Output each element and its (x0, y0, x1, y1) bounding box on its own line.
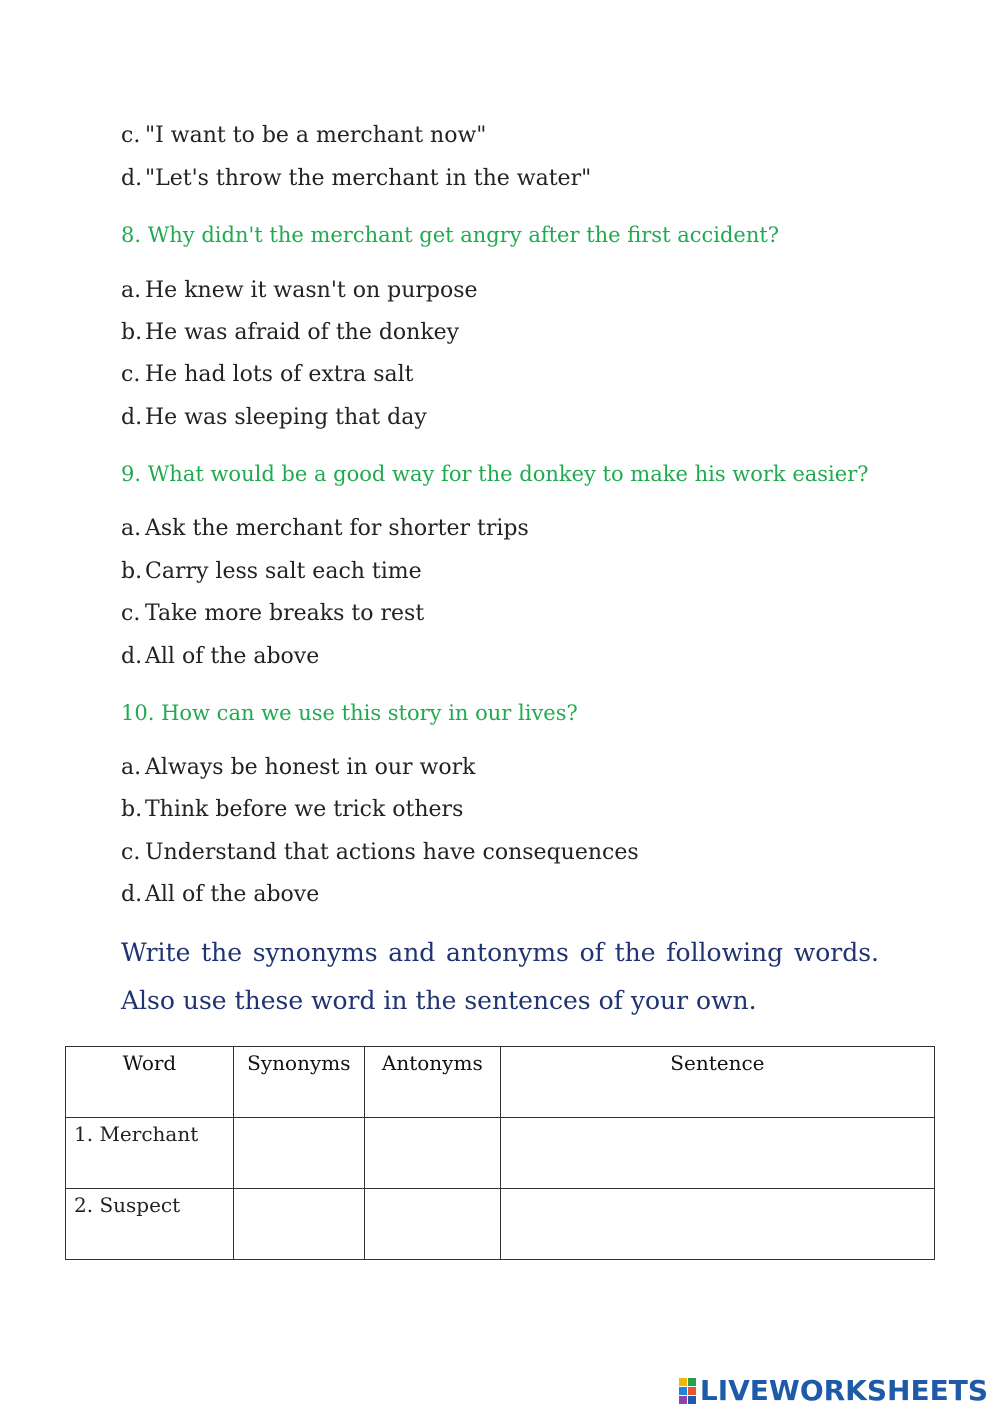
table-row (66, 1118, 935, 1189)
option-text: All of the above (145, 644, 320, 669)
q8-option-b (121, 319, 459, 347)
q9-option-a (121, 515, 529, 543)
logo-mark-icon (679, 1378, 696, 1404)
q9-option-c (121, 600, 424, 628)
option-letter: d. (121, 166, 143, 191)
instruction-line-2: Also use these word in the sentences of your own. (121, 986, 757, 1015)
option-letter: d. (121, 882, 143, 907)
synonyms-cell[interactable] (233, 1118, 364, 1189)
header-word: Word (66, 1047, 234, 1118)
header-antonyms: Antonyms (364, 1047, 500, 1118)
option-letter: b. (121, 797, 143, 822)
option-text: Take more breaks to rest (145, 601, 425, 626)
q10-option-b (121, 796, 463, 824)
option-letter: b. (121, 320, 143, 345)
table-header-row (66, 1047, 935, 1118)
vocabulary-table (65, 1046, 935, 1260)
q7-option-c (121, 122, 486, 150)
word-cell: 2. Suspect (66, 1189, 234, 1260)
option-letter: a. (121, 278, 142, 303)
option-text: He was afraid of the donkey (145, 320, 460, 345)
liveworksheets-logo (679, 1374, 988, 1407)
option-text: "Let's throw the merchant in the water" (145, 166, 592, 191)
question-8: 8. Why didn't the merchant get angry after the first accident? (121, 223, 780, 247)
option-letter: c. (121, 123, 141, 148)
option-letter: c. (121, 840, 141, 865)
option-letter: c. (121, 601, 141, 626)
q8-option-c (121, 361, 414, 389)
antonyms-cell[interactable] (364, 1118, 500, 1189)
option-letter: a. (121, 755, 142, 780)
option-text: He knew it wasn't on purpose (145, 278, 478, 303)
sentence-cell[interactable] (500, 1189, 934, 1260)
question-10: 10. How can we use this story in our lives? (121, 701, 578, 725)
q10-option-c (121, 839, 639, 867)
option-letter: d. (121, 405, 143, 430)
option-letter: a. (121, 516, 142, 541)
q10-option-a (121, 754, 475, 782)
option-letter: d. (121, 644, 143, 669)
table-row (66, 1189, 935, 1260)
header-synonyms: Synonyms (233, 1047, 364, 1118)
logo-text: LIVEWORKSHEETS (699, 1374, 988, 1407)
synonyms-cell[interactable] (233, 1189, 364, 1260)
q8-option-d (121, 404, 427, 432)
instruction-line-1: Write the synonyms and antonyms of the following words. (121, 938, 879, 967)
antonyms-cell[interactable] (364, 1189, 500, 1260)
option-letter: c. (121, 362, 141, 387)
option-text: Always be honest in our work (145, 755, 476, 780)
option-text: All of the above (145, 882, 320, 907)
option-text: Understand that actions have consequences (145, 840, 639, 865)
q9-option-b (121, 558, 422, 586)
option-text: He had lots of extra salt (145, 362, 414, 387)
option-text: Think before we trick others (145, 797, 464, 822)
option-text: "I want to be a merchant now" (145, 123, 487, 148)
option-letter: b. (121, 559, 143, 584)
option-text: He was sleeping that day (145, 405, 427, 430)
option-text: Ask the merchant for shorter trips (145, 516, 529, 541)
q9-option-d (121, 643, 319, 671)
header-sentence: Sentence (500, 1047, 934, 1118)
word-cell: 1. Merchant (66, 1118, 234, 1189)
sentence-cell[interactable] (500, 1118, 934, 1189)
q8-option-a (121, 277, 478, 305)
q10-option-d (121, 881, 319, 909)
q7-option-d (121, 165, 591, 193)
question-9: 9. What would be a good way for the donkey to make his work easier? (121, 462, 869, 486)
option-text: Carry less salt each time (145, 559, 422, 584)
